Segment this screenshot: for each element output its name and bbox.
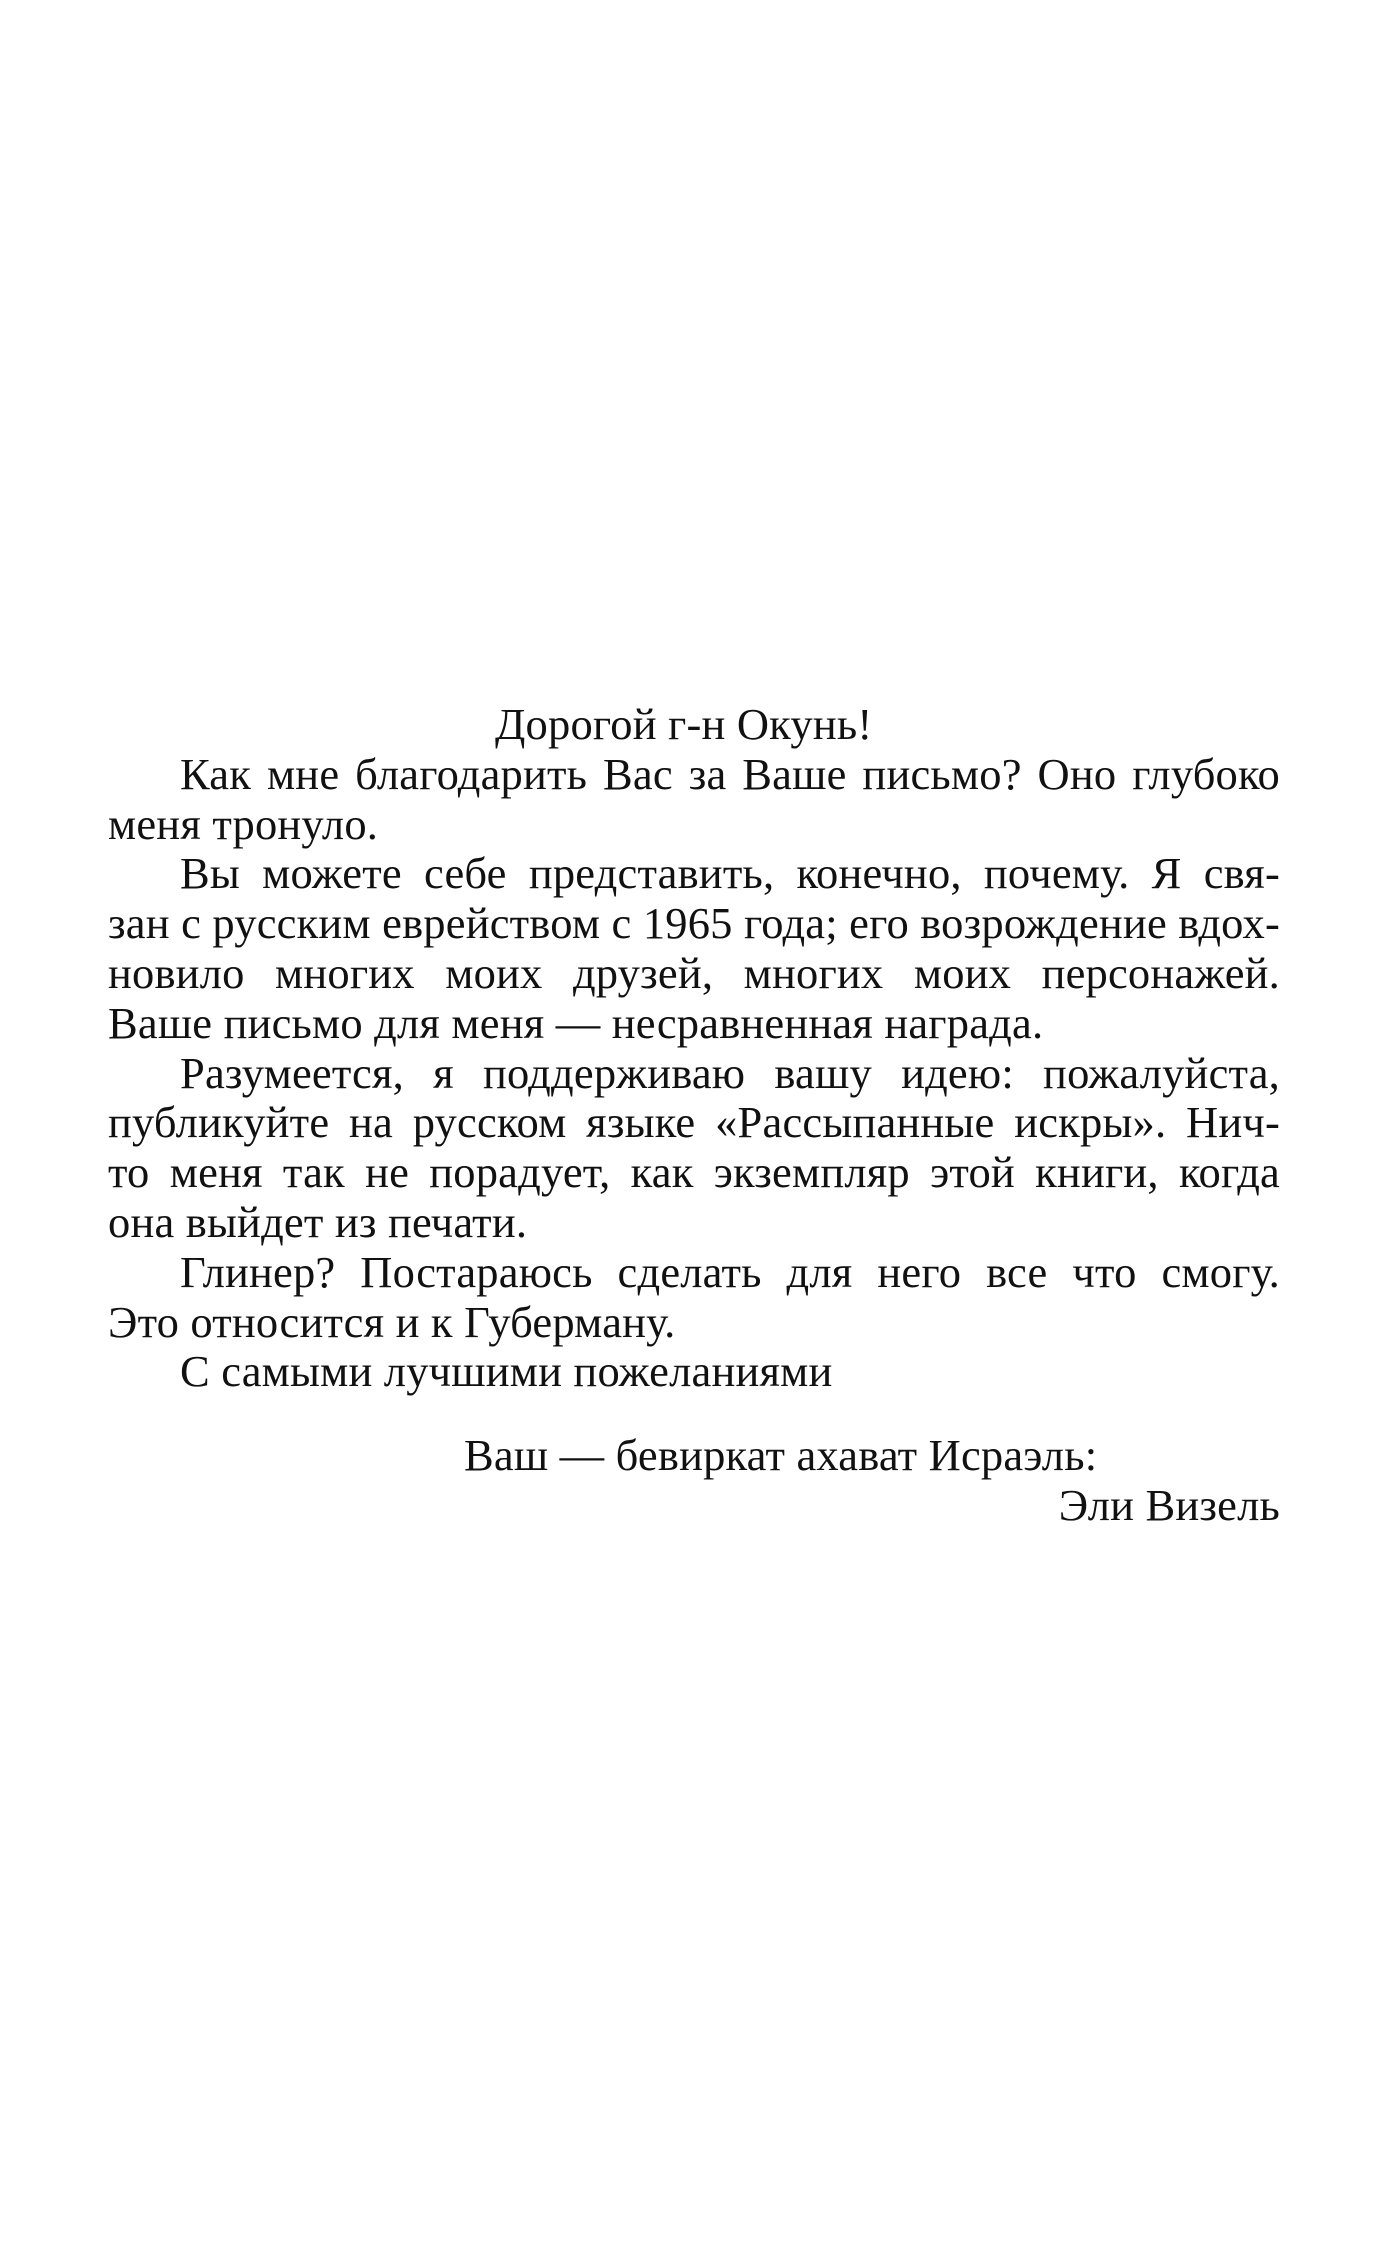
paragraph-line: публикуйте на русском языке «Рассыпанные искры». Нич- [108,1097,1280,1148]
signature-name: Эли Визель [1058,1480,1280,1531]
paragraph-line: С самыми лучшими пожеланиями [180,1346,833,1397]
paragraph-3 [108,1049,1280,1248]
paragraph-line: меня тронуло. [108,798,379,849]
salutation: Дорогой г-н Окунь! [495,699,873,749]
paragraph-line: Как мне благодарить Вас за Ваше письмо? Оно глубоко [180,748,1280,799]
paragraph-line: то меня так не порадует, как экземпляр этой книги, когда [108,1147,1280,1198]
paragraph-line: Разумеется, я поддерживаю вашу идею: пожалуйста, [180,1047,1280,1098]
paragraph-5 [108,1347,1280,1397]
paragraph-line: Ваше письмо для меня — несравненная награда. [108,997,1044,1048]
paragraph-1 [108,750,1280,850]
signature-closing: Ваш — бевиркат ахават Исраэль: [464,1430,1098,1481]
paragraph-line: Это относится и к Губерману. [108,1296,676,1347]
letter-body [108,700,1280,1541]
paragraph-line: новило многих моих друзей, многих моих персонажей. [108,947,1280,998]
paragraph-line: зан с русским еврейством с 1965 года; его возрождение вдох- [108,898,1280,949]
paragraph-line: Глинер? Постараюсь сделать для него все что смогу. [180,1246,1280,1297]
paragraph-line: она выйдет из печати. [108,1196,528,1247]
signature-block [108,1431,1280,1541]
paragraph-4 [108,1248,1280,1348]
paragraph-line: Вы можете себе представить, конечно, почему. Я свя- [180,848,1280,899]
paragraph-2 [108,849,1280,1048]
